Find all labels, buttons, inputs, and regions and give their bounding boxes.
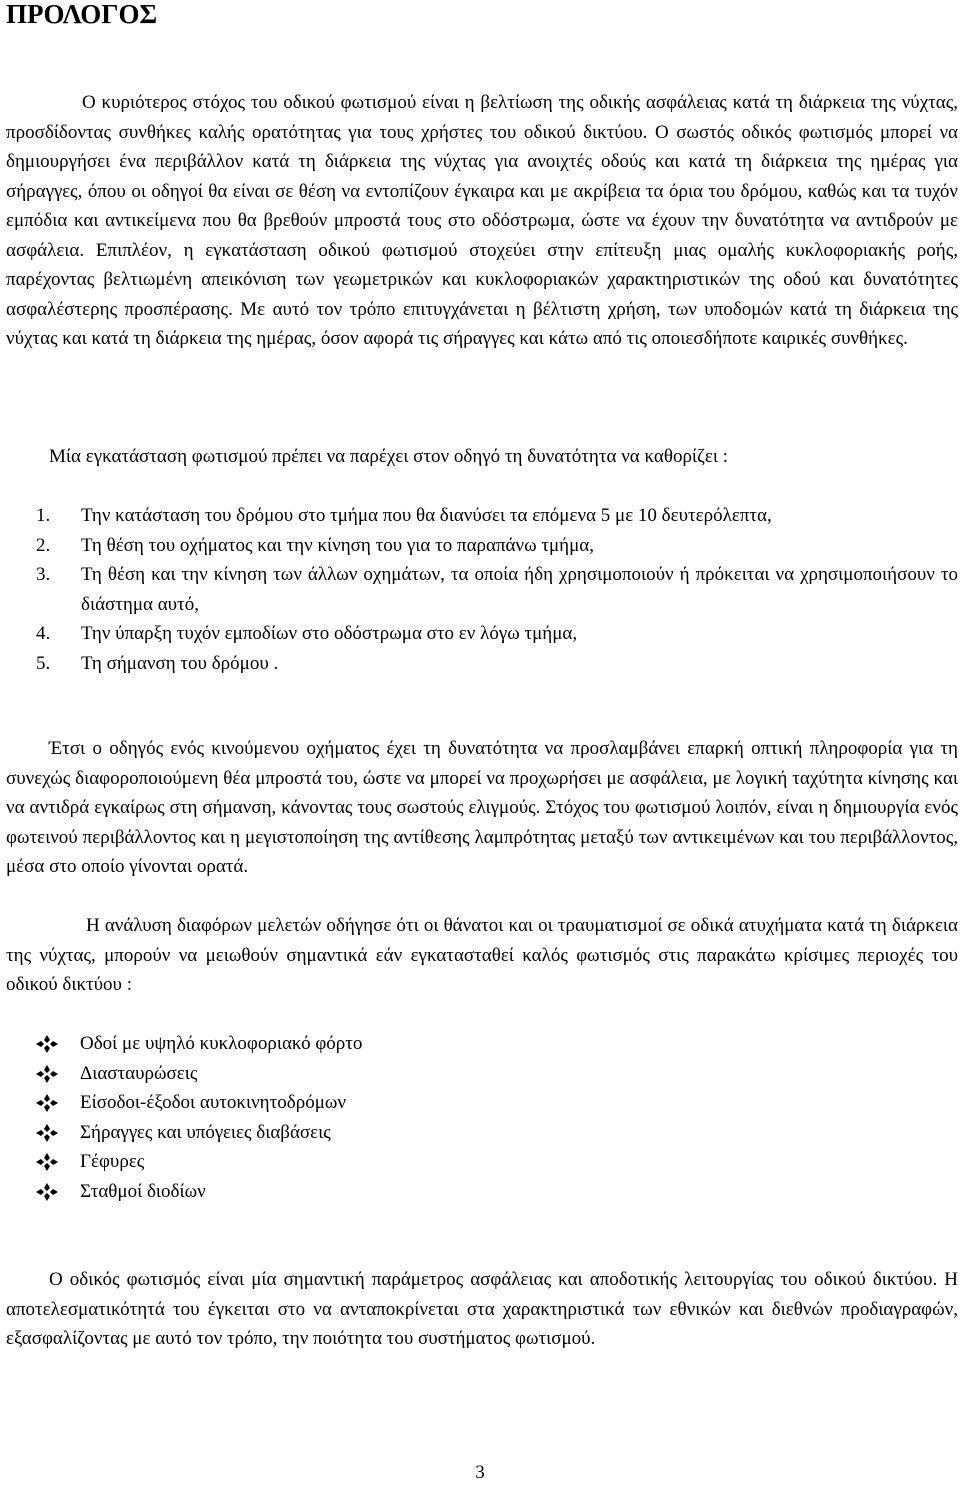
list-item-text: Οδοί με υψηλό κυκλοφοριακό φόρτο — [80, 1033, 363, 1054]
diamond-bullet-icon — [36, 1035, 58, 1053]
list-item-text: Είσοδοι-έξοδοι αυτοκινητοδρόμων — [80, 1092, 346, 1113]
list-item — [6, 649, 958, 679]
list-item — [36, 1059, 936, 1089]
list-number: 4. — [36, 623, 51, 644]
diamond-bullet-icon — [36, 1094, 58, 1112]
diamond-bullet-icon — [36, 1153, 58, 1171]
diamond-bullet-icon — [36, 1065, 58, 1083]
page-number: 3 — [475, 1462, 485, 1483]
list-item-text: Τη σήμανση του δρόμου . — [81, 652, 279, 674]
list-item — [36, 1088, 936, 1118]
list-number: 1. — [36, 505, 51, 526]
list-item — [36, 1118, 936, 1148]
list-number: 2. — [36, 534, 51, 556]
list-item-text: Διασταυρώσεις — [80, 1062, 198, 1084]
intro-paragraph: Ο κυριότερος στόχος του οδικού φωτισμού είναι η βελτίωση της οδικής ασφάλειας κατά τη διάρκεια της νύχτας, προσδίδοντας συνθήκες καλής ορατότητας για τους χρήστες του οδικού δικτύου. Ο σωστός οδικός φωτισμός μπορεί να δημιουργήσει ένα περιβάλλον κατά τη διάρκεια της νύχτας για ανοιχτές οδούς και κατά τη διάρκεια της ημέρας για σήραγγες, όπου οι οδηγοί θα είναι σε θέση να εντοπίζουν έγκαιρα και με ακρίβεια τα όρια του δρόμου, καθώς και τα τυχόν εμπόδια και αντικείμενα που θα βρεθούν μπροστά τους στο οδόστρωμα, ώστε να έχουν την δυνατότητα να αντιδρούν με ασφάλεια. Επιπλέον, η εγκατάσταση οδικού φωτισμού στοχεύει στην επίτευξη μιας ομαλής κυκλοφοριακής ροής, παρέχοντας βελτιωμένη απεικόνιση των γεωμετρικών και κυκλοφοριακών χαρακτηριστικών της οδού και δυνατότητες ασφαλέστερης προσπέρασης. Με αυτό τον τρόπο επιτυγχάνεται η βέλτιστη χρήση, των υποδομών κατά τη διάρκεια της νύχτας και κατά τη διάρκεια της ημέρας, όσον αφορά τις σήραγγες και κάτω από τις οποιεσδήποτε καιρικές συνθήκες. — [6, 92, 958, 349]
critical-areas-list — [36, 1029, 936, 1206]
list-item-text: Τη θέση και την κίνηση των άλλων οχημάτων, τα οποία ήδη χρησιμοποιούν ή πρόκειται να χρησιμοποιήσουν το διάστημα αυτό, — [81, 564, 958, 615]
list-item — [6, 501, 958, 531]
list-item — [36, 1147, 936, 1177]
list-item-text: Σταθμοί διοδίων — [80, 1180, 206, 1202]
accidents-paragraph: Η ανάλυση διαφόρων μελετών οδήγησε ότι οι θάνατοι και οι τραυματισμοί σε οδικά ατυχήματα κατά τη διάρκεια της νύχτας, μπορούν να μειωθούν σημαντικά εάν εγκατασταθεί καλός φωτισμός στις παρακάτω κρίσιμες περιοχές του οδικού δικτύου : — [6, 915, 958, 995]
list-item — [36, 1029, 936, 1059]
list-item-text: Τη θέση του οχήματος και την κίνηση του για το παραπάνω τμήμα, — [81, 534, 594, 556]
requirements-list — [6, 501, 958, 678]
closing-paragraph: Ο οδικός φωτισμός είναι μία σημαντική παράμετρος ασφάλειας και αποδοτικής λειτουργίας του οδικού δικτύου. Η αποτελεσματικότητά του έγκειται στο να ανταποκρίνεται στα χαρακτηριστικά των εθνικών και διεθνών προδιαγραφών, εξασφαλίζοντας με αυτό τον τρόπο, την ποιότητα του συστήματος φωτισμού. — [6, 1269, 958, 1349]
list-number: 3. — [36, 564, 51, 585]
list-item — [6, 619, 958, 649]
requirements-intro-paragraph: Μία εγκατάσταση φωτισμού πρέπει να παρέχει στον οδηγό τη δυνατότητα να καθορίζει : — [49, 446, 729, 467]
list-number: 5. — [36, 652, 51, 674]
page-title: ΠΡΟΛΟΓΟΣ — [6, 0, 158, 29]
list-item — [36, 1177, 936, 1207]
list-item-text: Σήραγγες και υπόγειες διαβάσεις — [80, 1121, 331, 1143]
driver-paragraph: Έτσι ο οδηγός ενός κινούμενου οχήματος έχει τη δυνατότητα να προσλαμβάνει επαρκή οπτική πληροφορία για τη συνεχώς διαφοροποιούμενη θέα μπροστά του, ώστε να μπορεί να προχωρήσει με ασφάλεια, με λογική ταχύτητα κίνησης και να αντιδρά εγκαίρως στη σήμανση, κάνοντας τους σωστούς ελιγμούς. Στόχος του φωτισμού λοιπόν, είναι η δημιουργία ενός φωτεινού περιβάλλοντος και η μεγιστοποίηση της αντίθεσης λαμπρότητας μεταξύ των αντικειμένων και του περιβάλλοντος, μέσα στο οποίο γίνονται ορατά. — [6, 738, 958, 877]
list-item — [6, 560, 958, 619]
list-item-text: Γέφυρες — [80, 1151, 145, 1172]
list-item-text: Την ύπαρξη τυχόν εμποδίων στο οδόστρωμα στο εν λόγω τμήμα, — [81, 623, 578, 644]
list-item — [6, 531, 958, 561]
diamond-bullet-icon — [36, 1124, 58, 1142]
diamond-bullet-icon — [36, 1183, 58, 1201]
list-item-text: Την κατάσταση του δρόμου στο τμήμα που θα διανύσει τα επόμενα 5 με 10 δευτερόλεπτα, — [81, 505, 772, 526]
